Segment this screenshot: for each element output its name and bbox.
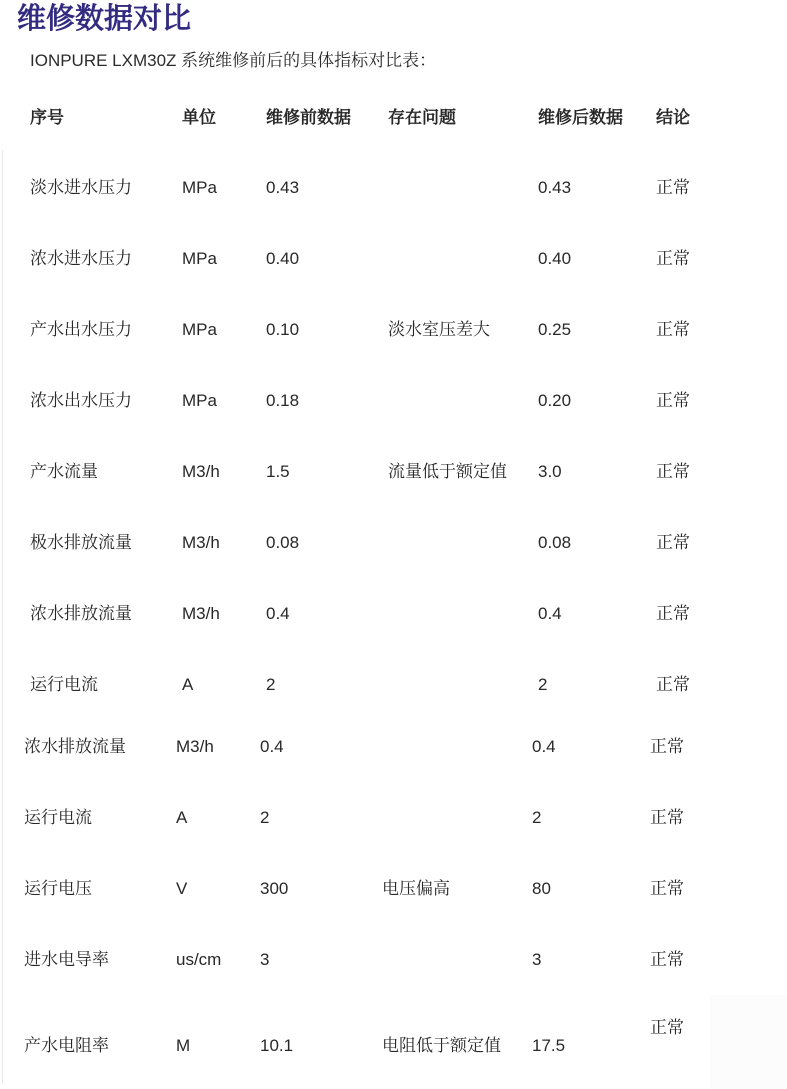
unit-cell: M3/h <box>182 604 220 623</box>
table-row <box>0 853 787 924</box>
table-row <box>0 578 787 649</box>
conclusion-cell: 正常 <box>650 737 684 756</box>
table-row <box>0 995 787 1089</box>
conclusion-cell: 正常 <box>650 1018 684 1037</box>
conclusion-cell: 正常 <box>656 249 690 268</box>
before-value-cell: 0.10 <box>266 320 300 339</box>
before-value-cell: 300 <box>260 879 289 898</box>
parameter-cell: 进水电导率 <box>24 950 109 969</box>
unit-cell: MPa <box>182 178 217 197</box>
table-row <box>0 223 787 294</box>
parameter-cell: 产水流量 <box>30 462 98 481</box>
table-caption: IONPURE LXM30Z 系统维修前后的具体指标对比表： <box>30 51 437 70</box>
table-section-2 <box>0 711 787 1089</box>
table-header-row <box>0 106 787 128</box>
parameter-cell: 浓水进水压力 <box>30 249 132 268</box>
parameter-cell: 产水出水压力 <box>30 320 132 339</box>
problem-cell: 流量低于额定值 <box>388 462 507 481</box>
problem-cell: 电阻低于额定值 <box>382 1035 501 1055</box>
conclusion-cell: 正常 <box>650 808 684 827</box>
unit-cell: V <box>176 879 188 898</box>
header-before-value: 维修前数据 <box>266 107 351 127</box>
conclusion-cell: 正常 <box>656 533 690 552</box>
unit-cell: M <box>176 1035 191 1055</box>
parameter-cell: 浓水排放流量 <box>30 604 132 623</box>
table-row <box>0 649 787 720</box>
unit-cell: A <box>182 675 194 694</box>
before-value-cell: 0.4 <box>266 604 290 623</box>
parameter-cell: 运行电流 <box>30 675 98 694</box>
unit-cell: MPa <box>182 391 217 410</box>
conclusion-cell: 正常 <box>656 675 690 694</box>
after-value-cell: 3.0 <box>538 462 562 481</box>
before-value-cell: 0.43 <box>266 178 300 197</box>
parameter-cell: 浓水排放流量 <box>24 737 126 756</box>
after-value-cell: 17.5 <box>532 1035 566 1055</box>
header-unit: 单位 <box>182 107 216 127</box>
parameter-cell: 淡水进水压力 <box>30 178 132 197</box>
header-after-value: 维修后数据 <box>538 107 623 127</box>
unit-cell: MPa <box>182 320 217 339</box>
page-title: 维修数据对比 <box>17 3 192 35</box>
table-row <box>0 507 787 578</box>
conclusion-cell: 正常 <box>650 879 684 898</box>
problem-cell: 淡水室压差大 <box>388 320 490 339</box>
unit-cell: A <box>176 808 188 827</box>
table-row <box>0 365 787 436</box>
header-parameter: 序号 <box>30 107 64 127</box>
parameter-cell: 极水排放流量 <box>30 533 132 552</box>
before-value-cell: 0.4 <box>260 737 284 756</box>
before-value-cell: 0.40 <box>266 249 300 268</box>
conclusion-cell: 正常 <box>656 320 690 339</box>
unit-cell: MPa <box>182 249 217 268</box>
before-value-cell: 1.5 <box>266 462 290 481</box>
table-section-1 <box>0 152 787 720</box>
header-conclusion: 结论 <box>656 107 690 127</box>
before-value-cell: 2 <box>266 675 276 694</box>
header-problem: 存在问题 <box>388 107 456 127</box>
conclusion-cell: 正常 <box>656 604 690 623</box>
after-value-cell: 0.43 <box>538 178 572 197</box>
after-value-cell: 0.20 <box>538 391 572 410</box>
unit-cell: us/cm <box>176 950 222 969</box>
after-value-cell: 0.40 <box>538 249 572 268</box>
conclusion-cell: 正常 <box>656 462 690 481</box>
table-row <box>0 924 787 995</box>
after-value-cell: 3 <box>532 950 542 969</box>
before-value-cell: 10.1 <box>260 1035 294 1055</box>
after-value-cell: 2 <box>532 808 542 827</box>
after-value-cell: 0.4 <box>532 737 556 756</box>
after-value-cell: 80 <box>532 879 551 898</box>
before-value-cell: 2 <box>260 808 270 827</box>
table-row <box>0 711 787 782</box>
before-value-cell: 3 <box>260 950 270 969</box>
conclusion-cell: 正常 <box>656 391 690 410</box>
parameter-cell: 产水电阻率 <box>24 1035 109 1055</box>
parameter-cell: 运行电压 <box>24 879 92 898</box>
parameter-cell: 运行电流 <box>24 808 92 827</box>
after-value-cell: 2 <box>538 675 548 694</box>
before-value-cell: 0.08 <box>266 533 300 552</box>
after-value-cell: 0.4 <box>538 604 562 623</box>
table-row <box>0 782 787 853</box>
parameter-cell: 浓水出水压力 <box>30 391 132 410</box>
before-value-cell: 0.18 <box>266 391 300 410</box>
conclusion-cell: 正常 <box>650 950 684 969</box>
table-row <box>0 436 787 507</box>
conclusion-cell: 正常 <box>656 178 690 197</box>
unit-cell: M3/h <box>176 737 214 756</box>
after-value-cell: 0.08 <box>538 533 572 552</box>
problem-cell: 电压偏高 <box>382 879 450 898</box>
unit-cell: M3/h <box>182 533 220 552</box>
table-row <box>0 294 787 365</box>
unit-cell: M3/h <box>182 462 220 481</box>
after-value-cell: 0.25 <box>538 320 572 339</box>
table-row <box>0 152 787 223</box>
